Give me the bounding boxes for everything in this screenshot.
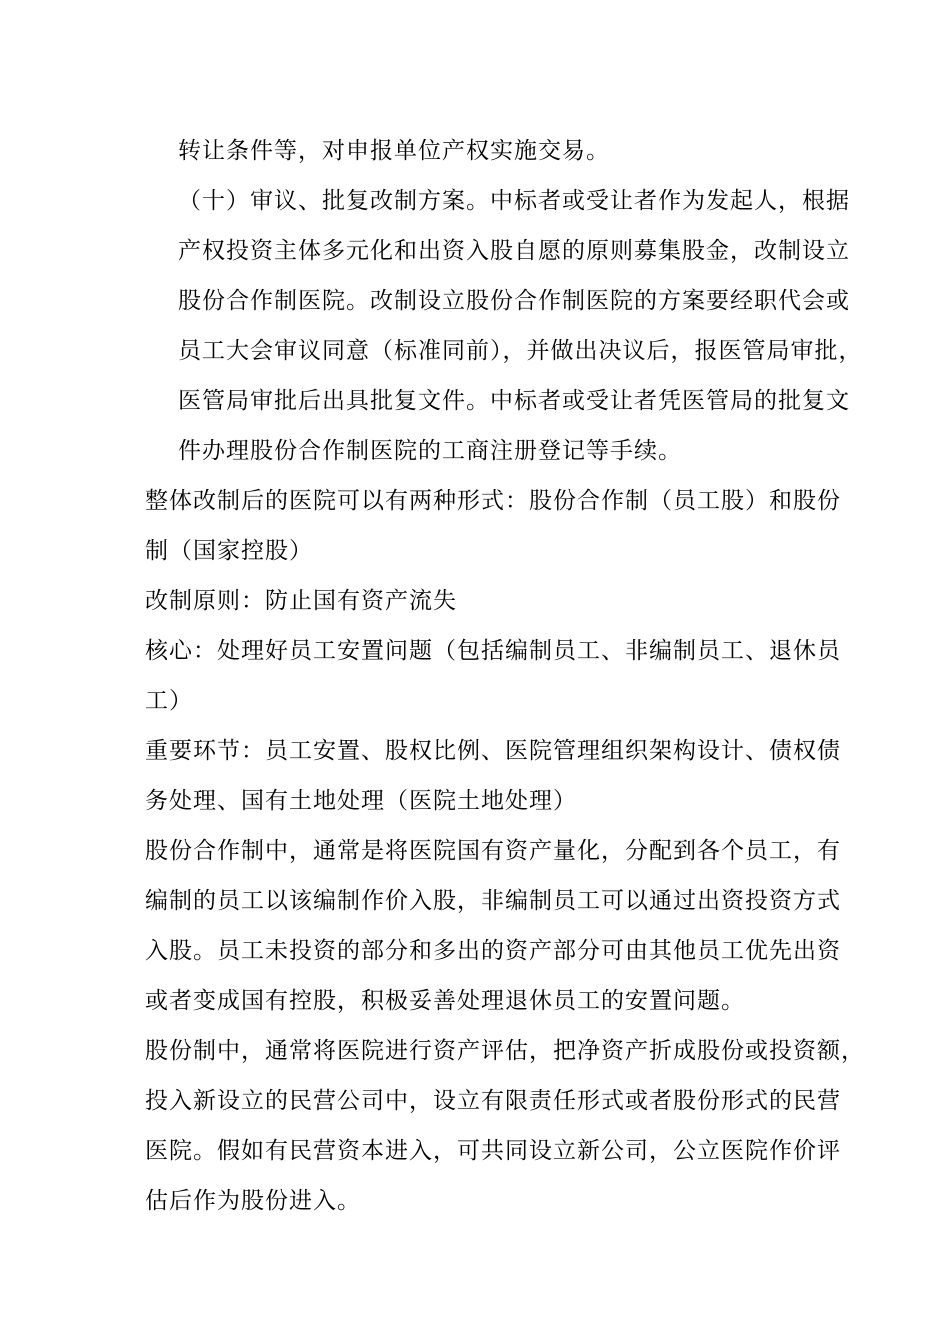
cooperative-line: 或者变成国有控股，积极妥善处理退休员工的安置问题。 (145, 988, 745, 1014)
paragraph-line: 件办理股份合作制医院的工商注册登记等手续。 (178, 438, 682, 464)
paragraph-line: 员工大会审议同意（标准同前），并做出决议后，报医管局审批， (178, 338, 863, 364)
shareholding-line: 医院。假如有民营资本进入，可共同设立新公司，公立医院作价评 (145, 1138, 841, 1164)
principle-line: 改制原则：防止国有资产流失 (145, 588, 457, 614)
key-links-line: 务处理、国有土地处理（医院土地处理） (145, 788, 577, 814)
cooperative-line: 编制的员工以该编制作价入股，非编制员工可以通过出资投资方式 (145, 888, 841, 914)
paragraph-line: 医管局审批后出具批复文件。中标者或受让者凭医管局的批复文 (178, 388, 850, 414)
paragraph-line: （十）审议、批复改制方案。中标者或受让者作为发起人，根据 (178, 188, 850, 214)
key-links-line: 重要环节：员工安置、股权比例、医院管理组织架构设计、债权债 (145, 738, 841, 764)
shareholding-line: 股份制中，通常将医院进行资产评估，把净资产折成股份或投资额， (145, 1038, 865, 1064)
forms-line: 整体改制后的医院可以有两种形式：股份合作制（员工股）和股份 (145, 488, 841, 514)
cooperative-line: 入股。员工未投资的部分和多出的资产部分可由其他员工优先出资 (145, 938, 841, 964)
core-line: 核心：处理好员工安置问题（包括编制员工、非编制员工、退休员 (145, 638, 841, 664)
paragraph-line: 转让条件等，对申报单位产权实施交易。 (178, 138, 610, 164)
forms-line: 制（国家控股） (145, 538, 313, 564)
shareholding-line: 投入新设立的民营公司中，设立有限责任形式或者股份形式的民营 (145, 1088, 841, 1114)
paragraph-line: 股份合作制医院。改制设立股份合作制医院的方案要经职代会或 (178, 288, 850, 314)
cooperative-line: 股份合作制中，通常是将医院国有资产量化，分配到各个员工，有 (145, 838, 841, 864)
paragraph-line: 产权投资主体多元化和出资入股自愿的原则募集股金，改制设立 (178, 238, 850, 264)
core-line: 工） (145, 688, 193, 714)
shareholding-line: 估后作为股份进入。 (145, 1188, 361, 1214)
